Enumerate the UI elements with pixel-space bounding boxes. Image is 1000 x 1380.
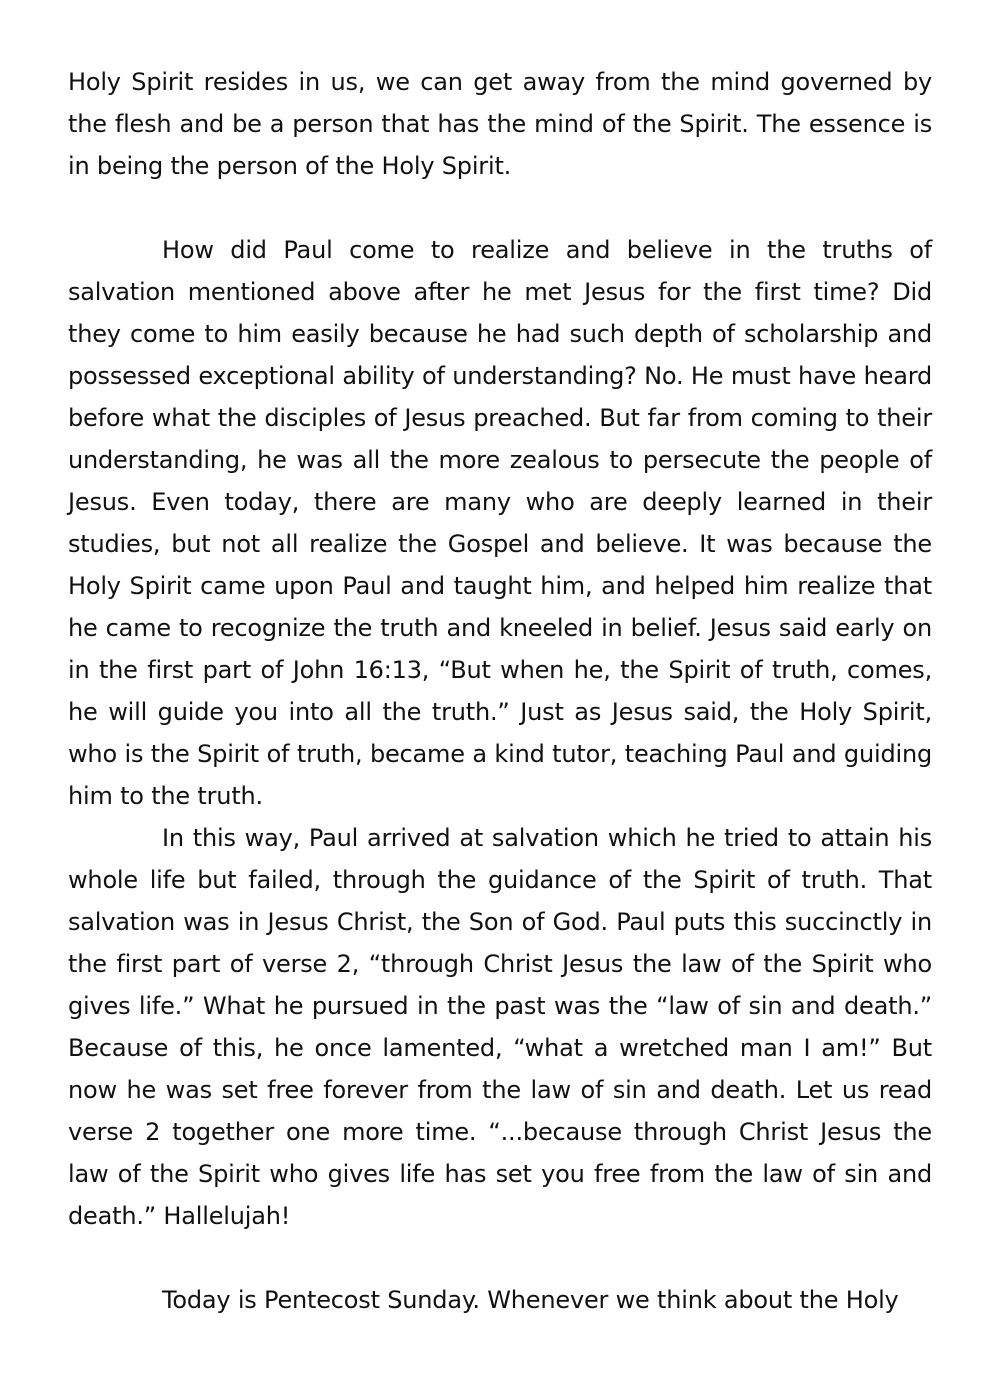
paragraph-3: In this way, Paul arrived at salvation which he tried to attain his whole life but failed, through the guidance of the Spirit of truth. That salvation was in Jesus Christ, the Son of God. Paul puts this succinctly in the first part of verse 2, “through Christ Jesus the law of the Spirit who gives life.” What he pursued in the past was the “law of sin and death.” Because of this, he once lamented, “what a wretched man I am!” But now he was set free forever from the law of sin and death. Let us read verse 2 together one more time. “...because through Christ Jesus the law of the Spirit who gives life has set you free from the law of sin and death.” Hallelujah! xyxy=(68,824,932,1230)
paragraph-2: How did Paul come to realize and believe in the truths of salvation mentioned above after he met Jesus for the first time? Did they come to him easily because he had such depth of scholarship and possessed exceptional ability of understanding? No. He must have heard before what the disciples of Jesus preached. But far from coming to their understanding, he was all the more zealous to persecute the people of Jesus. Even today, there are many who are deeply learned in their studies, but not all realize the Gospel and believe. It was because the Holy Spirit came upon Paul and taught him, and helped him realize that he came to recognize the truth and kneeled in belief. Jesus said early on in the first part of John 16:13, “But when he, the Spirit of truth, comes, he will guide you into all the truth.” Just as Jesus said, the Holy Spirit, who is the Spirit of truth, became a kind tutor, teaching Paul and guiding him to the truth. xyxy=(68,236,932,810)
paragraph-1: Holy Spirit resides in us, we can get away from the mind governed by the flesh and be a person that has the mind of the Spirit. The essence is in being the person of the Holy Spirit. xyxy=(68,68,932,180)
document-page xyxy=(68,61,932,1321)
paragraph-4: Today is Pentecost Sunday. Whenever we think about the Holy xyxy=(162,1286,899,1314)
